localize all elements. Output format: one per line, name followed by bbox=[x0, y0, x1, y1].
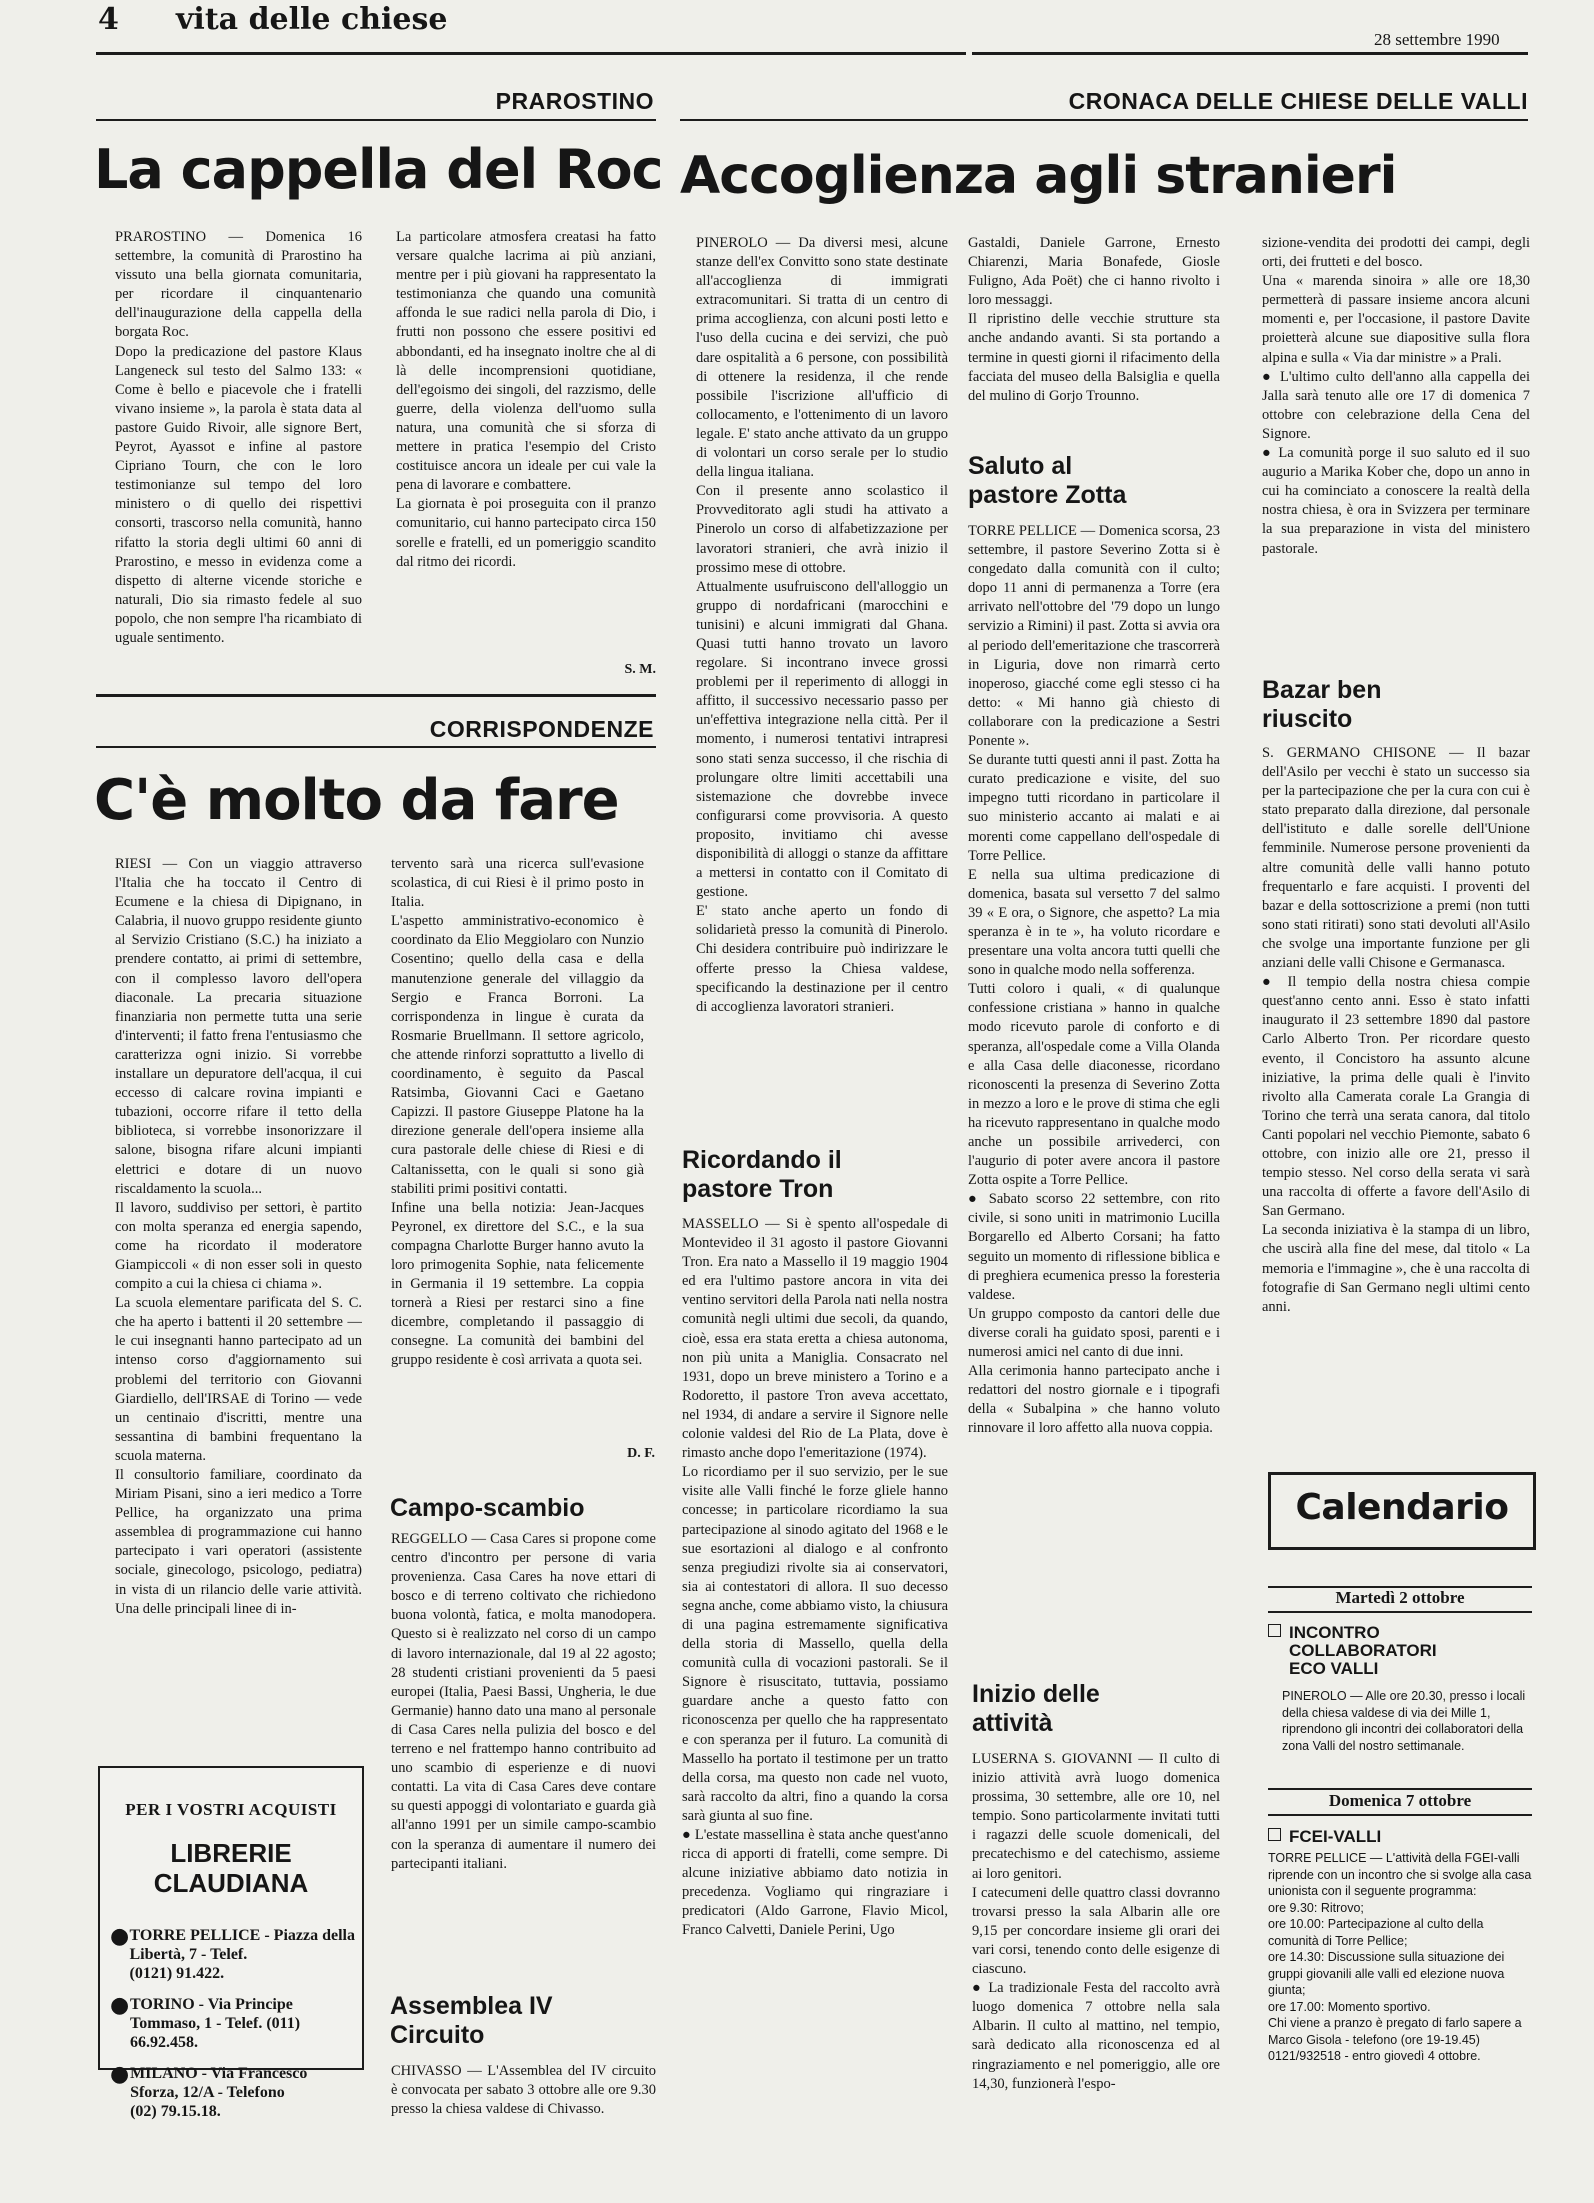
attivita-body: LUSERNA S. GIOVANNI — Il culto di inizio attività avrà luogo domenica prossima, 30 settembre, alle ore 10, nel tempio. Sono particolarmente invitati tutti i ragazzi delle scuole domenicali, del precatechismo e del catechismo, assieme ai loro genitori. I catecumeni delle quattro classi dovranno trovarsi presso la sala Albarin alle ore 9,15 per concordare insieme gli orari dei vari corsi, tenendo conto delle esigenze di ciascuno. ● La tradizionale Festa del raccolto avrà luogo domenica 7 ottobre nella sala Albarin. Il culto al mattino, nel tempio, sarà dedicato alla riconoscenza ed al ringraziamento e nel pomeriggio, alle ore 14,30, funzionerà l'espo- bbox=[972, 1751, 1220, 2092]
headline-campo: Campo-scambio bbox=[390, 1494, 585, 1522]
luserna-continued: sizione-vendita dei prodotti dei campi, degli orti, dei frutteti e del bosco. Una « marenda sinoira » alle ore 18,30 permetterà di passare insieme ancora alcuni momenti e, per l'occasione, il pastore Davite proietterà alcune sue diapositive sulla flora alpina e sulla « Via dar ministre » a Prali. ● L'ultimo culto dell'anno alla cappella dei Jalla sarà tenuto alle ore 17 di domenica 7 ottobre con celebrazione della Cena del Signore. ● La comunità porge il suo saluto ed il suo augurio a Marika Kober che, dopo un anno in cui ha cominciato a conoscere la realtà della nostra chiesa, è ora in Svizzera per terminare la sua preparazione in vista del ministero pastorale. bbox=[1262, 235, 1530, 557]
kicker-prarostino: PRAROSTINO bbox=[495, 88, 654, 114]
bullet-icon: ● bbox=[110, 1924, 130, 1949]
bullet-icon: ● bbox=[110, 1993, 130, 2018]
headline-tron: Ricordando il pastore Tron bbox=[682, 1146, 842, 1203]
calendar-rule-day2 bbox=[1268, 1814, 1532, 1816]
section-title: vita delle chiese bbox=[176, 2, 448, 37]
campo-body: REGGELLO — Casa Cares si propone come centro d'incontro per persone di varia provenienza. Casa Cares ha nove ettari di bosco e di terreno coltivato che richiedono buona volontà, fatica, e molta manodopera. Questo si è realizzato nel corso di un campo di lavoro internazionale, dal 19 al 22 agosto; 28 studenti cristiani provenienti da 5 paesi europei (Italia, Paesi Bassi, Ungheria, le due Germanie) hanno dato una mano al personale di Casa Cares nella pulizia del bosco e del terreno e nel frattempo hanno contribuito ad uno scambio di esperienze e di nuovi contatti. La vita di Casa Cares deve contare su questi appoggi di volontariato e guarda già all'anno 1991 per un simile campo-scambio con la speranza di aumentare il numero dei partecipanti italiani. bbox=[391, 1531, 656, 1872]
calendar-event-2-text: TORRE PELLICE — L'attività della FGEI-valli riprende con un incontro che si svolge alla casa unionista con il seguente programma: ore 9.30: Ritrovo; ore 10.00: Partecipazione al culto della comunità di Torre Pellice; ore 14.30: Discussione sulla situazione dei gruppi giovanili alle valli ed elezione nuova giunta; ore 17.00: Momento sportivo. Chi viene a pranzo è pregato di farlo sapere a Marco Gisola - telefono (ore 19-19.45) 0121/932518 - entro giovedì 4 ottobre. bbox=[1268, 1851, 1532, 2063]
bullet-icon: ● bbox=[110, 2062, 130, 2087]
calendar-day-2: Domenica 7 ottobre bbox=[1328, 1791, 1472, 1810]
advert-shop-torre bbox=[110, 1926, 355, 1983]
advert-shop-milano bbox=[110, 2064, 355, 2121]
checkbox-icon bbox=[1268, 1624, 1281, 1637]
massello-continued: Gastaldi, Daniele Garrone, Ernesto Chiarenzi, Maria Bonafede, Giosle Fuligno, Ada Poët) che ci hanno rivolto i loro messaggi. Il ripristino delle vecchie strutture sta anche andando avanti. Si sta portando a termine in questi giorni il rifacimento della facciata del museo della Balsiglia e quella del mulino di Gorjo Trounno. bbox=[968, 235, 1220, 404]
event-title-line: COLLABORATORI bbox=[1289, 1641, 1437, 1660]
calendar-event-1-text: PINEROLO — Alle ore 20.30, presso i locali della chiesa valdese di via dei Mille 1, riprendono gli incontri dei collaboratori della zona Valli del nostro settimanale. bbox=[1282, 1689, 1526, 1753]
headline-molto: C'è molto da fare bbox=[94, 768, 619, 833]
kicker-corrispondenze: CORRISPONDENZE bbox=[429, 716, 654, 742]
event-title-line: ECO VALLI bbox=[1289, 1659, 1379, 1678]
shop-phone: 66.92.458. bbox=[130, 2034, 199, 2051]
checkbox-icon bbox=[1268, 1828, 1281, 1841]
calendar-event-1 bbox=[1268, 1624, 1532, 1678]
shop-address: TORINO - Via Principe Tommaso, 1 - Telef. (011) bbox=[130, 1996, 301, 2032]
calendar-event-2 bbox=[1268, 1828, 1532, 1846]
advert-box bbox=[98, 1766, 364, 2120]
cappella-col2: La particolare atmosfera creatasi ha fatto versare qualche lacrima ai più anziani, mentre per i più giovani ha rappresentato la testimonianza che quando una comunità affonda le sue radici nella parola di Dio, i frutti non possono che essere positivi ed abbondanti, ed ha insegnato inoltre che al di là delle incomprensioni quotidiane, dell'egoismo dei singoli, del razzismo, delle guerre, della violenza dell'uomo sulla natura, una comunità che si sforza di mettere in pratica l'esempio del Cristo costituisce ancora un ideale per cui vale la pena di lavorare e combattere. La giornata è poi proseguita con il pranzo comunitario, cui hanno partecipato circa 150 sorelle e fratelli, ed un pomeriggio scandito dal ritmo dei ricordi. bbox=[396, 229, 656, 570]
headline-assemblea: Assemblea IV Circuito bbox=[390, 1992, 553, 2049]
cappella-col1: PRAROSTINO — Domenica 16 settembre, la comunità di Prarostino ha vissuto una bella giornata comunitaria, per ricordare il cinquantenario dell'inaugurazione della cappella della borgata Roc. Dopo la predicazione del pastore Klaus Langeneck sul testo del Salmo 133: « Come è bello e piacevole che i fratelli vivano insieme », la parola è stata data al pastore Guido Rivoir, alle signore Bert, Peyrot, Ayassot e infine al pastore Cipriano Tourn, che con le loro testimonianze sul tempo del loro ministero o di quello dei rispettivi consorti, trascorso nella comunità, hanno rifatto la storia degli ultimi 60 anni di Prarostino, e messo in evidenza come a dispetto di alterne vicende storiche e naturali, Dio sia rimasto fedele al suo popolo, che non sempre l'ha ricambiato di uguale sentimento. bbox=[115, 229, 362, 646]
page-number: 4 bbox=[98, 2, 119, 37]
headline-bazar: Bazar ben riuscito bbox=[1262, 676, 1382, 733]
bazar-body: S. GERMANO CHISONE — Il bazar dell'Asilo per vecchi è stato un successo sia per la partecipazione che per la cura con cui è stato preparato dalla direzione, dal personale dell'istituto e dalle sorelle dell'Unione femminile. Numerose persone provenienti da altre comunità delle valli hanno potuto frequentarlo e fare acquisti. I proventi del bazar e della sottoscrizione a premi (non tutti sono stati ritirati) sono stati devoluti all'Asilo che svolge una importante funzione per gli anziani delle valli Chisone e Germanasca. ● Il tempio della nostra chiesa compie quest'anno cento anni. Esso è stato infatti inaugurato il 23 settembre 1890 dal pastore Carlo Alberto Tron. Per ricordare questo evento, il Concistoro ha assunto alcune iniziative, la prima delle quali è l'invito rivolto alla Camerata corale La Grangia di Torino che terrà una serata canora, dal titolo Canti popolari nel vecchio Piemonte, sabato 6 ottobre, con inizio alle ore 21, presso il tempio stesso. Nel corso della serata vi sarà una raccolta di offerte a favore dell'Asilo di San Germano. La seconda iniziativa è la stampa di un libro, che uscirà alla fine del mese, dal titolo « La memoria e l'immagine », che è una raccolta di fotografie di San Germano negli ultimi cento anni. bbox=[1262, 745, 1530, 1315]
shop-phone: (02) 79.15.18. bbox=[130, 2103, 221, 2120]
event-title-line: FCEI-VALLI bbox=[1289, 1827, 1382, 1846]
event-title-line: INCONTRO bbox=[1289, 1623, 1380, 1642]
headline-accoglienza: Accoglienza agli stranieri bbox=[680, 146, 1397, 206]
calendar-rule-day2-top bbox=[1268, 1788, 1532, 1790]
advert-name-2: CLAUDIANA bbox=[153, 1868, 309, 1898]
kicker-cronaca: CRONACA DELLE CHIESE DELLE VALLI bbox=[1068, 88, 1528, 114]
accoglienza-col1: PINEROLO — Da diversi mesi, alcune stanze dell'ex Convitto sono state destinate all'accoglienza di immigrati extracomunitari. Si tratta di un centro di prima accoglienza, con alcuni posti letto e l'uso della cucina e dei servizi, che può dare ospitalità a 6 persone, con possibilità di ottenere la residenza, il che rende possibile l'iscrizione all'ufficio di collocamento, e l'ottenimento di un lavoro legale. E' stato anche attivato da un gruppo di volontari un corso serale per lo studio della lingua italiana. Con il presente anno scolastico il Provveditorato agli studi ha attivato a Pinerolo un corso di alfabetizzazione per lavoratori stranieri, che avrà inizio il prossimo mese di ottobre. Attualmente usufruiscono dell'alloggio un gruppo di nordafricani (marocchini e tunisini) e alcuni immigrati dal Ghana. Quasi tutti hanno trovato un lavoro regolare. Si incontrano invece grossi problemi per il reperimento di alloggi in affitto, il successivo necessario passo per un'effettiva integrazione nella città. Per il momento, i numerosi tentativi intrapresi sono stati senza successo, il che rischia di prolungare oltre limiti accettabili una sistemazione che dovrebbe invece configurarsi come provvisoria. A questo proposito, invitiamo chi avesse disponibilità di alloggi o stanze da affittare a mettersi in contatto con il Comitato di gestione. E' stato anche aperto un fondo di solidarietà presso la comunità di Pinerolo. Chi desidera contribuire può indirizzare le offerte presso la Chiesa valdese, specificando la destinazione per il centro di accoglienza lavoratori stranieri. bbox=[696, 235, 948, 1015]
calendar-title-box bbox=[1268, 1472, 1536, 1550]
molto-col1: RIESI — Con un viaggio attraverso l'Italia che ha toccato il Centro di Ecumene e la chiesa di Dipignano, in Calabria, il nuovo gruppo residente giunto al Servizio Cristiano (S.C.) ha iniziato a prendere contatto, ai primi di settembre, con il complesso lavoro dell'opera diaconale. La precaria situazione finanziaria non permette tutta una serie d'interventi; il fatto frena l'entusiasmo che caratterizza ogni inizio. Si vorrebbe installare un depuratore dell'acqua, il cui eccesso di calcare rovina impianti e tubazioni, occorre rifare il tetto della biblioteca, si vorrebbe insonorizzare il salone, bisogna rifare alcuni impianti elettrici e dotare di un nuovo riscaldamento la scuola... Il lavoro, suddiviso per settori, è partito con molta speranza ed energia sapendo, come ha ricordato il moderatore Giampiccoli « di non esser soli in questo compito a cui la chiesa ci chiama ». La scuola elementare parificata del S. C. che ha aperto i battenti il 20 settembre — le cui insegnanti hanno partecipato ad un intenso corso d'aggiornamento sui problemi del territorio con Giovanni Giardiello, dell'IRSAE di Torino — vede un centinaio d'iscritti, mentre una sessantina di bambini frequentano la scuola materna. Il consultorio familiare, coordinato da Miriam Pisani, sino a ieri medico a Torre Pellice, ha organizzato una prima assemblea di programmazione cui hanno partecipato i vari operatori (assistente sociale, ginecologo, psicologo, pediatra) in vista di un rilancio delle varie attività. Una delle principali linee di in- bbox=[115, 856, 362, 1617]
kicker-rule-left bbox=[96, 119, 656, 121]
headline-zotta: Saluto al pastore Zotta bbox=[968, 452, 1127, 509]
calendar-rule-day1 bbox=[1268, 1611, 1532, 1613]
masthead-rule-right bbox=[972, 52, 1528, 55]
calendar-day-1: Martedì 2 ottobre bbox=[1335, 1588, 1465, 1607]
assemblea-body: CHIVASSO — L'Assemblea del IV circuito è convocata per sabato 3 ottobre alle ore 9.30 presso la chiesa valdese di Chivasso. bbox=[391, 2063, 656, 2118]
kicker-rule-right bbox=[680, 119, 1528, 121]
tron-body: MASSELLO — Si è spento all'ospedale di Montevideo il 31 agosto il pastore Giovanni Tron. Era nato a Massello il 19 maggio 1904 ed era l'ultimo pastore ancora in vita dei ventino servitori della Parola nati nella nostra comunità negli ultimi due secoli, da quando, cioè, essa era stata eretta a chiesa autonoma, non più unita a Maniglia. Consacrato nel 1931, dopo un breve ministero a Torino e a Rodoretto, il pastore Tron aveva accettato, nel 1934, di andare a servire il Signore nelle colonie valdesi del Rio de La Plata, dove è rimasto anche dopo l'emeritazione (1974). Lo ricordiamo per il suo servizio, per le sue visite alle Valli finché le forze gliele hanno concesse; in particolare ricordiamo la sua partecipazione al sinodo agitato del 1968 e le sue esortazioni al dialogo e al confronto senza pregiudizi rivolte sia ai conservatori, sia ai contestatori di allora. Il suo decesso segna anche, come abbiamo visto, la chiusura di una pagina estremamente significativa della storia di Massello, quella della comunità culla di vocazioni pastorali. Se il Signore è risuscitato, tuttavia, possiamo guardare anche a questo fatto con riconoscenza per quello che ha rappresentato e con speranza per il futuro. La comunità di Massello ha portato il testimone per un tratto della corsa, ma questo non cade nel vuoto, sarà raccolto da altri, fino a quando la corsa sarà giunta al suo fine. ● L'estate massellina è stata anche quest'anno ricca di apporti di fratelli, come sempre. Di alcune iniziative abbiamo dato notizia in precedenza. Vogliamo qui ringraziare i predicatori (Aldo Garrone, Flavio Micol, Franco Calvetti, Daniele Perini, Ugo bbox=[682, 1216, 948, 1939]
advert-name-1: LIBRERIE bbox=[170, 1838, 292, 1868]
headline-attivita: Inizio delle attività bbox=[972, 1680, 1100, 1737]
shop-phone: (0121) 91.422. bbox=[129, 1965, 225, 1982]
shop-address: TORRE PELLICE - Piazza della Libertà, 7 - Telef. bbox=[129, 1927, 355, 1963]
shop-address: MILANO - Via Francesco Sforza, 12/A - Telefono bbox=[130, 2065, 308, 2101]
headline-cappella: La cappella del Roc bbox=[94, 138, 663, 201]
advert-title: PER I VOSTRI ACQUISTI bbox=[125, 1800, 337, 1819]
molto-col2: tervento sarà una ricerca sull'evasione scolastica, di cui Riesi è il primo posto in Italia. L'aspetto amministrativo-economico è coordinato da Elio Meggiolaro con Nunzio Cosentino; quello della casa e della manutenzione generale del villaggio da Sergio e Franca Borroni. La corrispondenza in lingue è curata da Rosmarie Bruellmann. Il settore agricolo, che attende rinforzi soprattutto a livello di coordinamento, è seguito da Pascal Ratsimba, Giovanni Caci e Gaetano Capizzi. Il pastore Giuseppe Platone ha la direzione generale dell'opera insieme alla cura pastorale delle chiese di Riesi e di Caltanissetta, con le quali si sono già stabiliti primi positivi contatti. Infine una bella notizia: Jean-Jacques Peyronel, ex direttore del S.C., e la sua compagna Charlotte Burger hanno avuto la loro primogenita Sophie, nata felicemente in Germania il 19 settembre. La coppia tornerà a Riesi per restarci sino a fine dicembre, completando il passaggio di consegne. La comunità dei bambini del gruppo residente è così arrivata a quota sei. bbox=[391, 856, 644, 1369]
calendar-title: Calendario bbox=[1295, 1487, 1509, 1528]
kicker-rule-corrispondenze bbox=[96, 746, 656, 748]
masthead-rule bbox=[96, 52, 966, 55]
zotta-body: TORRE PELLICE — Domenica scorsa, 23 settembre, il pastore Severino Zotta si è congedato dalla comunità con il culto; dopo 11 anni di permanenza a Torre (era arrivato nell'ottobre del '79 dopo un lungo servizio a Rimini) il past. Zotta si avvia ora al periodo dell'emeritazione che trascorrerà in Liguria, dove non rimarrà certo inoperoso, giacché come egli stesso ci ha detto: « Mi hanno già chiesto di collaborare con la predicazione a Sestri Ponente ». Se durante tutti questi anni il past. Zotta ha curato predicazione e visite, del suo impegno tutti ricordano in particolare il suo ministerio accanto ai malati e ai morenti come cappellano dell'ospedale di Torre Pellice. E nella sua ultima predicazione di domenica, basata sul versetto 7 del salmo 39 « E ora, o Signore, che aspetto? La mia speranza è in te », ha voluto ricordare e presentare una volta ancora tutti quelli che sono in qualche modo nella sofferenza. Tutti coloro i quali, « di qualunque confessione cristiana » hanno in qualche modo ricevuto parole di conforto e di speranza, all'ospedale come a Villa Olanda e alla Casa delle diaconesse, ricordano riconoscenti la presenza di Severino Zotta in mezzo a loro e le prove di stima che egli ha ricevuto rappresentano in qualche modo anche un possibile arrivederci, con l'augurio di poter avere ancora il pastore Zotta ospite a Torre Pellice. ● Sabato scorso 22 settembre, con rito civile, si sono uniti in matrimonio Lucilla Borgarello ed Alberto Corsani; ha fatto seguito un momento di riflessione biblica e di preghiera ecumenica presso la foresteria valdese. Un gruppo composto da cantori delle due diverse corali ha guidato sposi, parenti e i numerosi amici nel canto di due inni. Alla cerimonia hanno partecipato anche i redattori del nostro giornale e i tipografi della « Subalpina » che hanno voluto rinnovare il loro affetto alla nuova coppia. bbox=[968, 523, 1220, 1437]
cappella-signature: S. M. bbox=[624, 662, 656, 677]
issue-date: 28 settembre 1990 bbox=[1374, 30, 1500, 49]
molto-signature: D. F. bbox=[627, 1446, 655, 1461]
article-divider bbox=[96, 694, 656, 697]
advert-shop-torino bbox=[110, 1995, 355, 2052]
